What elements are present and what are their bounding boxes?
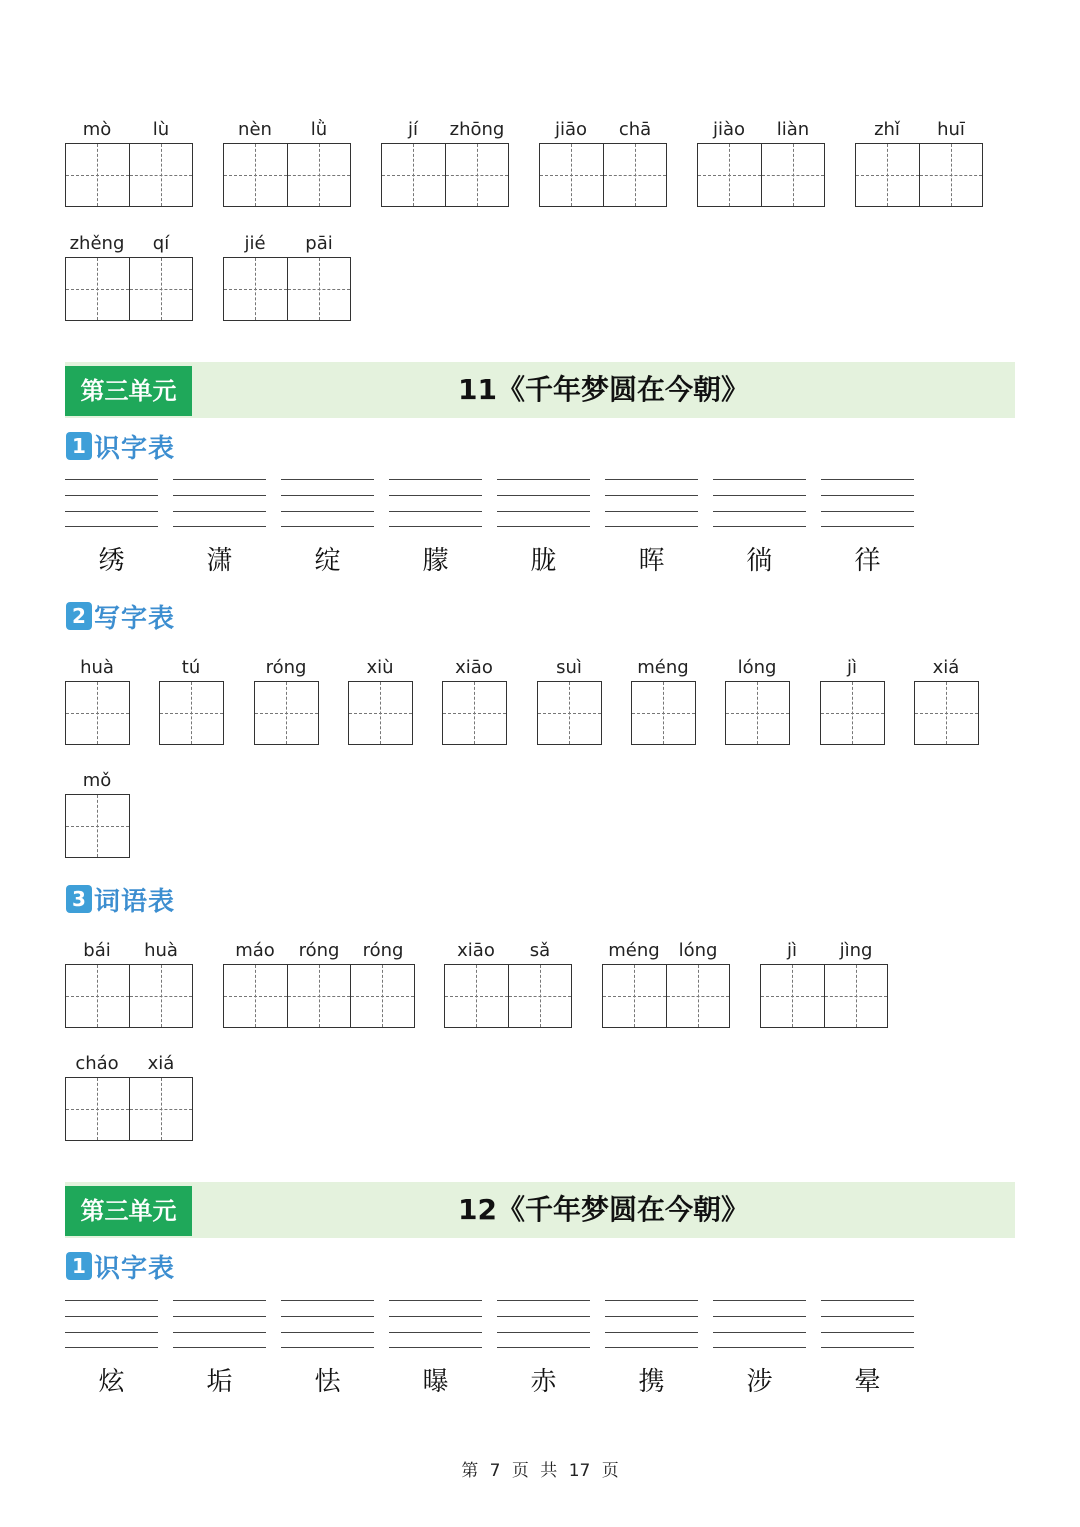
writing-grid[interactable]	[159, 681, 224, 745]
writing-grid[interactable]	[760, 964, 888, 1028]
handwriting-lines[interactable]	[281, 479, 374, 527]
shizi-item	[713, 479, 806, 581]
word-cell	[65, 117, 193, 207]
char-cell	[725, 655, 790, 745]
pinyin: huī	[937, 119, 965, 140]
pinyin: lù	[152, 119, 170, 140]
pinyin: xiá	[147, 1053, 175, 1074]
writing-grid[interactable]	[820, 681, 885, 745]
section-number-badge: 2	[66, 602, 92, 630]
writing-grid[interactable]	[65, 964, 193, 1028]
shizi-item	[821, 479, 914, 581]
pinyin: bái	[83, 940, 111, 961]
writing-grid[interactable]	[442, 681, 507, 745]
character: 胧	[530, 546, 557, 576]
lesson-11-banner	[65, 362, 1015, 418]
section-label: 写字表	[94, 603, 176, 634]
handwriting-lines[interactable]	[713, 1300, 806, 1348]
pinyin: huà	[144, 940, 178, 961]
writing-grid[interactable]	[65, 143, 193, 207]
pinyin: suì	[556, 657, 582, 678]
section-number-badge: 3	[66, 885, 92, 913]
char-cell	[159, 655, 224, 745]
pinyin: lóng	[678, 940, 718, 961]
section-label: 识字表	[94, 433, 176, 464]
writing-grid[interactable]	[65, 1077, 193, 1141]
lesson-title: 11《千年梦圆在今朝》	[458, 373, 749, 406]
writing-grid[interactable]	[855, 143, 983, 207]
char-cell	[537, 655, 602, 745]
writing-grid[interactable]	[65, 681, 130, 745]
pinyin: liàn	[776, 119, 810, 140]
character: 涉	[746, 1367, 773, 1397]
section-label: 识字表	[94, 1253, 176, 1284]
writing-grid[interactable]	[444, 964, 572, 1028]
shizi-item	[389, 479, 482, 581]
word-cell	[855, 117, 983, 207]
handwriting-lines[interactable]	[173, 479, 266, 527]
section-heading-ciyu	[66, 883, 175, 915]
pinyin: xiá	[932, 657, 960, 678]
pinyin: lóng	[737, 657, 777, 678]
character: 曝	[422, 1367, 449, 1397]
pinyin: xiù	[366, 657, 394, 678]
pinyin: mǒ	[82, 770, 112, 791]
shizi-item	[713, 1300, 806, 1402]
shizi-item	[497, 479, 590, 581]
writing-grid[interactable]	[539, 143, 667, 207]
pinyin: huà	[80, 657, 114, 678]
pinyin: méng	[608, 940, 660, 961]
writing-grid[interactable]	[697, 143, 825, 207]
handwriting-lines[interactable]	[497, 1300, 590, 1348]
character: 垢	[206, 1367, 233, 1397]
character: 朦	[422, 546, 449, 576]
shizi-item	[605, 1300, 698, 1402]
pinyin: chā	[618, 119, 652, 140]
writing-grid[interactable]	[381, 143, 509, 207]
char-cell	[254, 655, 319, 745]
section-heading-shizi	[66, 430, 175, 462]
pinyin: pāi	[305, 233, 333, 254]
handwriting-lines[interactable]	[821, 479, 914, 527]
word-cell	[602, 938, 730, 1028]
word-cell	[223, 938, 415, 1028]
handwriting-lines[interactable]	[821, 1300, 914, 1348]
section-number-badge: 1	[66, 1252, 92, 1280]
char-cell	[631, 655, 696, 745]
lesson-12-banner	[65, 1182, 1015, 1238]
handwriting-lines[interactable]	[497, 479, 590, 527]
pinyin: jìng	[839, 940, 873, 961]
character: 绣	[98, 546, 125, 576]
lesson-title: 12《千年梦圆在今朝》	[458, 1193, 749, 1226]
pinyin: máo	[235, 940, 275, 961]
word-cell	[760, 938, 888, 1028]
word-cell	[223, 231, 351, 321]
pinyin: róng	[362, 940, 404, 961]
writing-grid[interactable]	[223, 964, 415, 1028]
pinyin: jì	[786, 940, 797, 961]
shizi-item	[281, 1300, 374, 1402]
character: 潇	[206, 546, 233, 576]
writing-grid[interactable]	[602, 964, 730, 1028]
word-cell	[65, 231, 193, 321]
shizi-item	[281, 479, 374, 581]
handwriting-lines[interactable]	[389, 479, 482, 527]
character: 晕	[854, 1367, 881, 1397]
pinyin: zhōng	[449, 119, 505, 140]
section-number-badge: 1	[66, 432, 92, 460]
handwriting-lines[interactable]	[281, 1300, 374, 1348]
pinyin: méng	[637, 657, 689, 678]
pinyin: xiāo	[457, 940, 495, 961]
pinyin: nèn	[238, 119, 272, 140]
char-cell	[65, 768, 130, 858]
handwriting-lines[interactable]	[173, 1300, 266, 1348]
char-cell	[442, 655, 507, 745]
handwriting-lines[interactable]	[605, 479, 698, 527]
pinyin: jí	[407, 119, 418, 140]
writing-grid[interactable]	[254, 681, 319, 745]
section-label: 词语表	[94, 886, 176, 917]
writing-grid[interactable]	[223, 143, 351, 207]
shizi-item	[173, 479, 266, 581]
word-cell	[381, 117, 509, 207]
section-heading-shizi	[66, 1250, 175, 1282]
writing-grid[interactable]	[348, 681, 413, 745]
shizi-item	[605, 479, 698, 581]
handwriting-lines[interactable]	[605, 1300, 698, 1348]
unit-tag: 第三单元	[65, 366, 192, 416]
character: 携	[638, 1367, 665, 1397]
unit-tag: 第三单元	[65, 1186, 192, 1236]
character: 赤	[530, 1367, 557, 1397]
word-cell	[444, 938, 572, 1028]
handwriting-lines[interactable]	[65, 479, 158, 527]
pinyin: jié	[244, 233, 266, 254]
shizi-item	[497, 1300, 590, 1402]
char-cell	[914, 655, 979, 745]
shizi-item	[389, 1300, 482, 1402]
char-cell	[820, 655, 885, 745]
pinyin: cháo	[75, 1053, 119, 1074]
character: 炫	[98, 1367, 125, 1397]
character: 徜	[746, 546, 773, 576]
character: 晖	[638, 546, 665, 576]
pinyin: zhǐ	[874, 119, 900, 140]
page-footer: 第 7 页 共 17 页	[461, 1461, 619, 1481]
writing-grid[interactable]	[631, 681, 696, 745]
word-cell	[65, 938, 193, 1028]
char-cell	[65, 655, 130, 745]
writing-grid[interactable]	[223, 257, 351, 321]
writing-grid[interactable]	[65, 257, 193, 321]
shizi-item	[65, 1300, 158, 1402]
pinyin: zhěng	[69, 233, 125, 254]
shizi-item	[173, 1300, 266, 1402]
pinyin: sǎ	[529, 940, 551, 961]
handwriting-lines[interactable]	[713, 479, 806, 527]
writing-grid[interactable]	[725, 681, 790, 745]
pinyin: róng	[298, 940, 340, 961]
pinyin: qí	[152, 233, 170, 254]
character: 徉	[854, 546, 881, 576]
pinyin: tú	[181, 657, 201, 678]
word-cell	[539, 117, 667, 207]
word-cell	[65, 1051, 193, 1141]
writing-grid[interactable]	[65, 794, 130, 858]
pinyin: mò	[82, 119, 112, 140]
handwriting-lines[interactable]	[65, 1300, 158, 1348]
word-cell	[697, 117, 825, 207]
char-cell	[348, 655, 413, 745]
writing-grid[interactable]	[914, 681, 979, 745]
pinyin: jì	[846, 657, 857, 678]
pinyin: xiāo	[455, 657, 493, 678]
pinyin: jiào	[712, 119, 746, 140]
character: 绽	[314, 546, 341, 576]
section-heading-xiezi	[66, 600, 175, 632]
word-cell	[223, 117, 351, 207]
pinyin: jiāo	[554, 119, 588, 140]
shizi-item	[821, 1300, 914, 1402]
shizi-item	[65, 479, 158, 581]
handwriting-lines[interactable]	[389, 1300, 482, 1348]
writing-grid[interactable]	[537, 681, 602, 745]
pinyin: róng	[265, 657, 307, 678]
character: 怯	[314, 1367, 341, 1397]
pinyin: lǜ	[310, 119, 328, 140]
